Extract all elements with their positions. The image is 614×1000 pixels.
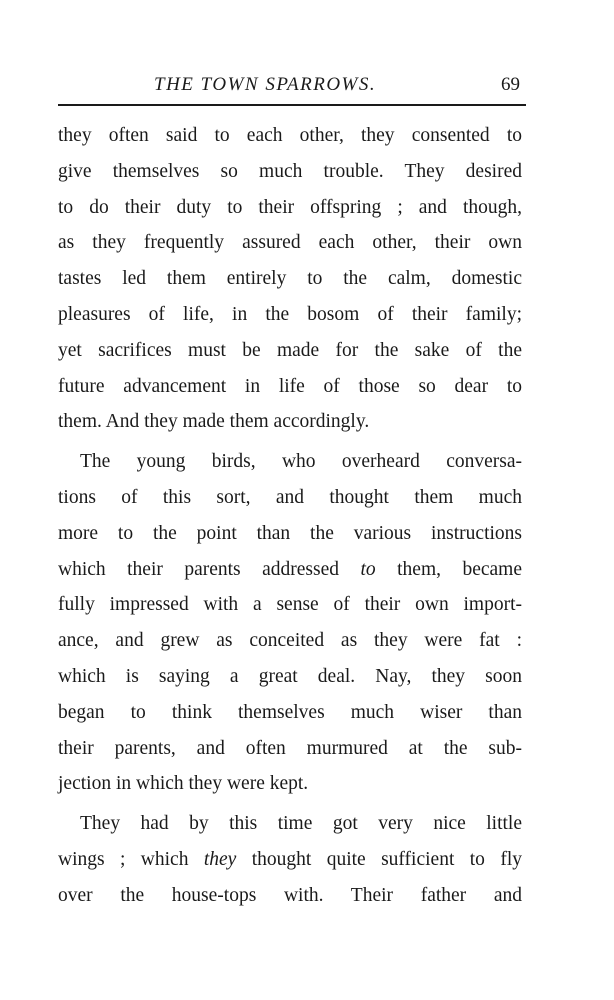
text-line — [58, 806, 522, 842]
text-line — [58, 731, 522, 767]
text-line — [58, 695, 522, 731]
text-segment: jection in which they were kept. — [58, 773, 309, 795]
text-segment: They had by this time got very nice little — [80, 813, 522, 835]
text-line — [58, 118, 522, 154]
text-segment: as they frequently assured each other, their own — [58, 232, 522, 254]
text-line — [58, 369, 522, 405]
text-segment: future advancement in life of those so dear to — [58, 375, 522, 397]
text-line — [58, 516, 522, 552]
text-line — [58, 154, 522, 190]
text-line — [58, 842, 522, 878]
paragraph — [58, 118, 522, 440]
text-segment: them, became — [375, 558, 523, 580]
text-segment: tions of this sort, and thought them much — [58, 486, 522, 508]
text-line — [58, 587, 522, 623]
text-line — [58, 623, 522, 659]
text-line — [58, 404, 522, 440]
paragraph — [58, 444, 522, 802]
body-text — [58, 118, 522, 914]
text-segment: more to the point than the various instructions — [58, 522, 522, 544]
text-line — [58, 444, 522, 480]
text-segment: tastes led them entirely to the calm, domestic — [58, 268, 522, 290]
text-line — [58, 225, 522, 261]
text-segment: they often said to each other, they consented to — [58, 125, 522, 146]
running-header — [58, 70, 526, 100]
text-line — [58, 552, 522, 588]
text-line — [58, 190, 522, 226]
paragraph — [58, 806, 522, 913]
text-segment: thought quite sufficient to fly — [236, 848, 522, 870]
italic-word: they — [203, 848, 237, 870]
text-segment: them. And they made them accordingly. — [58, 411, 370, 433]
text-segment: fully impressed with a sense of their own import- — [58, 594, 522, 616]
header-rule — [58, 104, 526, 106]
page-number: 69 — [501, 74, 520, 95]
text-segment: wings ; which — [58, 848, 204, 870]
text-line — [58, 261, 522, 297]
text-line — [58, 297, 522, 333]
text-segment: to do their duty to their offspring ; and though, — [58, 196, 522, 218]
text-line — [58, 878, 522, 914]
running-title: THE TOWN SPARROWS. — [154, 74, 377, 95]
italic-word: to — [360, 558, 376, 580]
text-segment: ance, and grew as conceited as they were fat : — [58, 630, 522, 652]
text-segment: their parents, and often murmured at the sub- — [58, 737, 522, 759]
text-segment: which their parents addressed — [58, 558, 361, 580]
text-segment: yet sacrifices must be made for the sake of the — [58, 339, 522, 361]
text-segment: over the house-tops with. Their father and — [58, 884, 522, 906]
text-line — [58, 659, 522, 695]
text-segment: The young birds, who overheard conversa- — [80, 451, 522, 473]
text-segment: pleasures of life, in the bosom of their family; — [58, 303, 522, 325]
text-segment: began to think themselves much wiser than — [58, 701, 522, 723]
text-line — [58, 766, 522, 802]
text-line — [58, 333, 522, 369]
text-line — [58, 480, 522, 516]
text-segment: which is saying a great deal. Nay, they soon — [58, 665, 522, 687]
text-segment: give themselves so much trouble. They desired — [58, 160, 522, 182]
